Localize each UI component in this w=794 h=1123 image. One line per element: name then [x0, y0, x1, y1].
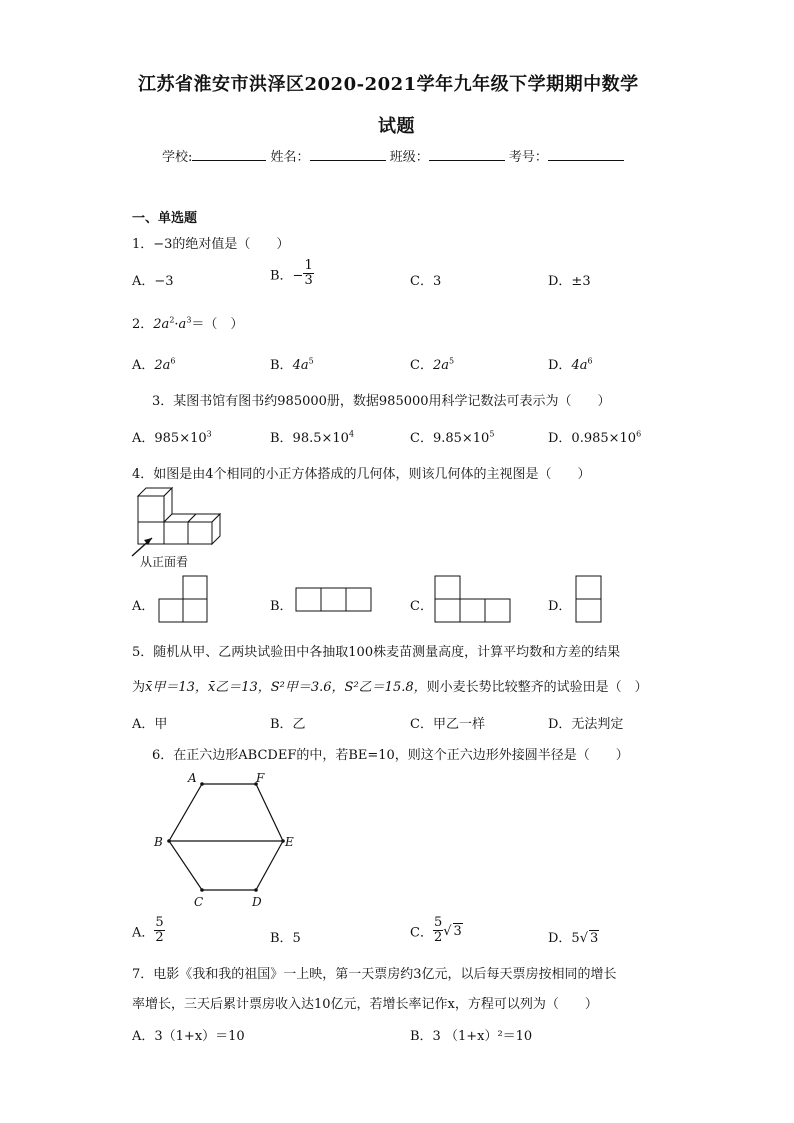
- q1-option-b[interactable]: B．− $\frac{1}{3}$: [270, 258, 313, 289]
- q3-option-c[interactable]: C．$9.85\times 10^5$: [410, 429, 495, 446]
- q2-option-c[interactable]: C．$2a^5$: [410, 356, 455, 373]
- q5-stem-line1: 5．随机从甲、乙两块试验田中各抽取100株麦苗测量高度，计算平均数和方差的结果: [132, 645, 621, 660]
- q1-stem: 1．−3的绝对值是（ ）: [132, 237, 290, 252]
- q4-option-b-figure: [295, 587, 373, 613]
- class-input[interactable]: [429, 146, 505, 161]
- q2-option-b[interactable]: B．$4a^5$: [270, 356, 314, 373]
- q3-option-b[interactable]: B．$98.5\times 10^4$: [270, 429, 355, 446]
- q4-option-c-figure: [434, 575, 514, 623]
- q2-option-d[interactable]: D．$4a^6$: [548, 356, 593, 373]
- field-name-label: 姓名：: [270, 150, 310, 165]
- hexagon-figure: [150, 770, 310, 912]
- q6-option-d[interactable]: D．5√ 3: [548, 931, 599, 946]
- page-title: 江苏省淮安市洪泽区2020-2021学年九年级下学期期中数学: [138, 74, 639, 95]
- info-fields: [162, 146, 624, 165]
- q1-option-a[interactable]: A．−3: [132, 274, 174, 289]
- school-input[interactable]: [192, 146, 266, 161]
- q4-option-c[interactable]: C．: [410, 599, 433, 614]
- q5-formula: x̄甲＝13，x̄乙＝13，S²甲＝3.6，S²乙＝15.8，: [145, 680, 427, 695]
- page-title-line2: 试题: [378, 116, 415, 137]
- fraction: $\frac{5}{2}$: [433, 915, 443, 946]
- q7-stem-line2: 率增长，三天后累计票房收入达10亿元，若增长率记作x，方程可以列为（ ）: [132, 997, 598, 1012]
- q2-option-a[interactable]: A．$2a^6$: [132, 356, 176, 373]
- q4-option-d[interactable]: D．: [548, 599, 572, 614]
- q7-option-b[interactable]: B．3 （1+x）²＝10: [410, 1029, 533, 1044]
- q7-stem-line1: 7．电影《我和我的祖国》一上映，第一天票房约3亿元，以后每天票房按相同的增长: [132, 967, 617, 982]
- q4-option-a[interactable]: A．: [132, 599, 155, 614]
- q4-option-d-figure: [574, 575, 604, 623]
- q7-option-a[interactable]: A．3（1+x）＝10: [132, 1029, 245, 1044]
- q4-option-b[interactable]: B．: [270, 599, 293, 614]
- q5-option-c[interactable]: C．甲乙一样: [410, 717, 485, 732]
- q3-option-a[interactable]: A．$985\times 10^3$: [132, 429, 212, 446]
- q4-option-a-figure: [157, 575, 211, 623]
- q6-option-c[interactable]: C． $\frac{5}{2}$ √ 3: [410, 915, 462, 946]
- q5-option-a[interactable]: A．甲: [132, 717, 168, 732]
- vertex-label-a: A: [188, 771, 197, 785]
- figure-caption: 从正面看: [140, 555, 189, 569]
- field-examno-label: 考号：: [508, 150, 548, 165]
- q5-option-d[interactable]: D．无法判定: [548, 717, 624, 732]
- q6-option-a[interactable]: A． $\frac{5}{2}$: [132, 915, 164, 946]
- q5-option-b[interactable]: B．乙: [270, 717, 306, 732]
- q6-option-b[interactable]: B．5: [270, 931, 301, 946]
- q4-stem: 4．如图是由4个相同的小正方体搭成的几何体，则该几何体的主视图是（ ）: [132, 467, 591, 482]
- vertex-label-d: D: [252, 895, 262, 909]
- vertex-label-f: F: [256, 771, 265, 785]
- section-title: 一、单选题: [132, 211, 198, 226]
- examno-input[interactable]: [548, 146, 624, 161]
- field-school-label: 学校:: [162, 150, 193, 165]
- vertex-label-e: E: [285, 835, 294, 849]
- q6-stem: 6．在正六边形ABCDEF的中，若BE=10，则这个正六边形外接圆半径是（ ）: [152, 748, 629, 763]
- name-input[interactable]: [310, 146, 386, 161]
- q3-option-d[interactable]: D．$0.985\times 10^6$: [548, 429, 642, 446]
- q3-stem: 3．某图书馆有图书约985000册，数据985000用科学记数法可表示为（ ）: [152, 394, 611, 409]
- vertex-label-b: B: [154, 835, 163, 849]
- field-class-label: 班级：: [389, 150, 429, 165]
- q1-option-c[interactable]: C．3: [410, 274, 442, 289]
- q5-stem-line2: 为x̄甲＝13，x̄乙＝13，S²甲＝3.6，S²乙＝15.8，则小麦长势比较整齐的试验田是（ ）: [132, 680, 648, 695]
- vertex-label-c: C: [194, 895, 204, 909]
- q1-option-d[interactable]: D．±3: [548, 274, 591, 289]
- q2-stem: 2．$2a^2\cdot a^3=$（ ）: [132, 315, 244, 332]
- fraction: $\frac{1}{3}$: [304, 258, 313, 289]
- fraction: $\frac{5}{2}$: [155, 915, 164, 946]
